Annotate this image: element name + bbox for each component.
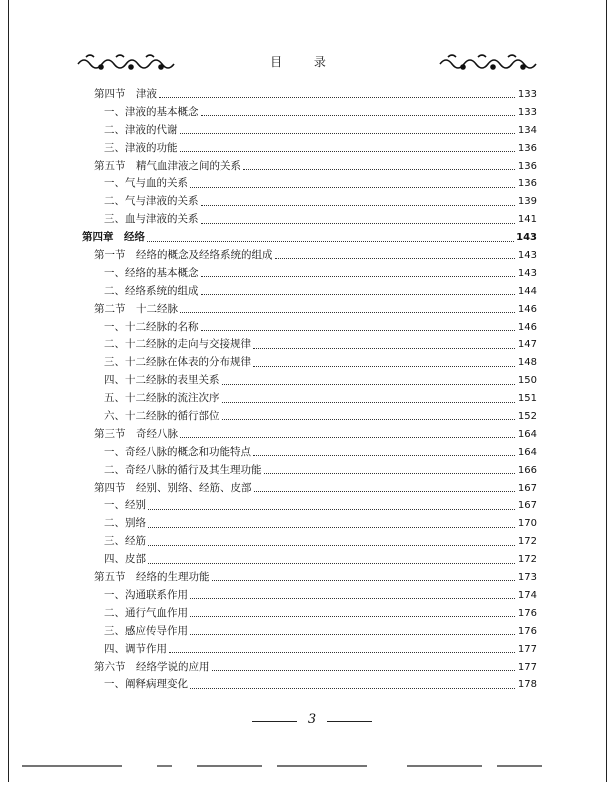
toc-leader-dots xyxy=(253,348,515,349)
toc-leader-dots xyxy=(180,133,516,134)
toc-entry-title: 第五节 经络的生理功能 xyxy=(94,571,210,584)
toc-entry-page: 147 xyxy=(517,339,537,351)
toc-leader-dots xyxy=(190,634,515,635)
toc-entry-title: 第一节 经络的概念及经络系统的组成 xyxy=(94,249,273,262)
toc-entry-title: 四、调节作用 xyxy=(104,642,167,655)
toc-subsection-entry[interactable] xyxy=(82,104,537,122)
toc-leader-dots xyxy=(201,276,516,277)
toc-leader-dots xyxy=(264,473,516,474)
toc-leader-dots xyxy=(212,580,516,581)
toc-subsection-entry[interactable] xyxy=(82,515,537,533)
toc-entry-title: 五、十二经脉的流注次序 xyxy=(104,392,220,405)
toc-leader-dots xyxy=(159,97,515,98)
toc-entry-title: 四、皮部 xyxy=(104,553,146,566)
toc-entry-title: 三、感应传导作用 xyxy=(104,624,188,637)
toc-subsection-entry[interactable] xyxy=(82,372,537,390)
toc-entry-title: 第五节 精气血津液之间的关系 xyxy=(94,159,241,172)
toc-entry-page: 177 xyxy=(517,661,537,673)
toc-subsection-entry[interactable] xyxy=(82,676,537,694)
toc-leader-dots xyxy=(148,563,515,564)
toc-subsection-entry[interactable] xyxy=(82,444,537,462)
toc-entry-page: 166 xyxy=(517,464,537,476)
toc-entry-page: 178 xyxy=(517,679,537,691)
page-number: 3 xyxy=(307,712,317,727)
toc-leader-dots xyxy=(180,437,515,438)
toc-leader-dots xyxy=(190,688,515,689)
toc-entry-page: 173 xyxy=(517,572,537,584)
toc-entry-page: 167 xyxy=(517,500,537,512)
toc-entry-title: 一、经络的基本概念 xyxy=(104,266,199,279)
toc-leader-dots xyxy=(148,509,515,510)
toc-entry-title: 一、沟通联系作用 xyxy=(104,588,188,601)
toc-entry-page: 139 xyxy=(517,196,537,208)
page-footer xyxy=(252,712,372,732)
toc-chapter-entry[interactable] xyxy=(82,229,537,247)
toc-subsection-entry[interactable] xyxy=(82,283,537,301)
toc-leader-dots xyxy=(201,205,516,206)
toc-entry-page: 164 xyxy=(517,428,537,440)
toc-subsection-entry[interactable] xyxy=(82,497,537,515)
toc-subsection-entry[interactable] xyxy=(82,336,537,354)
bottom-scan-rule xyxy=(22,762,542,772)
toc-subsection-entry[interactable] xyxy=(82,211,537,229)
toc-section-entry[interactable] xyxy=(82,158,537,176)
toc-leader-dots xyxy=(190,598,515,599)
toc-entry-page: 143 xyxy=(516,232,537,244)
toc-entry-title: 二、奇经八脉的循行及其生理功能 xyxy=(104,463,262,476)
toc-leader-dots xyxy=(201,294,516,295)
toc-leader-dots xyxy=(253,455,515,456)
toc-entry-page: 136 xyxy=(517,142,537,154)
toc-leader-dots xyxy=(253,366,515,367)
right-ornament-icon xyxy=(438,52,538,72)
toc-entry-page: 136 xyxy=(517,160,537,172)
toc-leader-dots xyxy=(148,545,515,546)
toc-leader-dots xyxy=(180,312,515,313)
toc-entry-page: 164 xyxy=(517,446,537,458)
toc-entry-title: 二、通行气血作用 xyxy=(104,606,188,619)
toc-entry-page: 133 xyxy=(517,106,537,118)
toc-subsection-entry[interactable] xyxy=(82,551,537,569)
toc-subsection-entry[interactable] xyxy=(82,265,537,283)
toc-entry-page: 146 xyxy=(517,303,537,315)
toc-subsection-entry[interactable] xyxy=(82,408,537,426)
toc-leader-dots xyxy=(222,419,516,420)
toc-leader-dots xyxy=(201,223,516,224)
toc-section-entry[interactable] xyxy=(82,480,537,498)
toc-leader-dots xyxy=(243,169,515,170)
toc-entry-title: 三、十二经脉在体表的分布规律 xyxy=(104,356,251,369)
toc-section-entry[interactable] xyxy=(82,247,537,265)
toc-subsection-entry[interactable] xyxy=(82,641,537,659)
toc-section-entry[interactable] xyxy=(82,569,537,587)
toc-entry-title: 二、十二经脉的走向与交接规律 xyxy=(104,338,251,351)
toc-subsection-entry[interactable] xyxy=(82,140,537,158)
toc-entry-page: 143 xyxy=(517,250,537,262)
toc-subsection-entry[interactable] xyxy=(82,175,537,193)
toc-entry-title: 一、十二经脉的名称 xyxy=(104,320,199,333)
toc-subsection-entry[interactable] xyxy=(82,354,537,372)
toc-entry-page: 176 xyxy=(517,625,537,637)
toc-entry-page: 172 xyxy=(517,536,537,548)
toc-entry-title: 第二节 十二经脉 xyxy=(94,302,178,315)
toc-entry-title: 二、别络 xyxy=(104,517,146,530)
toc-entry-page: 136 xyxy=(517,178,537,190)
toc-entry-title: 三、血与津液的关系 xyxy=(104,213,199,226)
toc-entry-title: 第三节 奇经八脉 xyxy=(94,427,178,440)
toc-subsection-entry[interactable] xyxy=(82,623,537,641)
toc-entry-title: 一、气与血的关系 xyxy=(104,177,188,190)
toc-leader-dots xyxy=(275,258,516,259)
footer-rule-right xyxy=(327,721,372,722)
toc-leader-dots xyxy=(147,241,514,242)
toc-subsection-entry[interactable] xyxy=(82,193,537,211)
toc-leader-dots xyxy=(201,330,516,331)
toc-section-entry[interactable] xyxy=(82,86,537,104)
toc-leader-dots xyxy=(254,491,516,492)
toc-entry-page: 144 xyxy=(517,285,537,297)
toc-entry-title: 二、气与津液的关系 xyxy=(104,195,199,208)
toc-entry-title: 第四章 经络 xyxy=(82,231,145,244)
toc-entry-title: 六、十二经脉的循行部位 xyxy=(104,410,220,423)
toc-entry-page: 170 xyxy=(517,518,537,530)
toc-subsection-entry[interactable] xyxy=(82,533,537,551)
toc-leader-dots xyxy=(190,616,515,617)
toc-subsection-entry[interactable] xyxy=(82,390,537,408)
toc-entry-page: 174 xyxy=(517,589,537,601)
toc-leader-dots xyxy=(190,187,515,188)
toc-entry-title: 第四节 津液 xyxy=(94,88,157,100)
toc-entry-title: 三、津液的功能 xyxy=(104,141,178,154)
toc-entry-page: 141 xyxy=(517,214,537,226)
toc-leader-dots xyxy=(201,115,516,116)
toc-entry-title: 第四节 经别、别络、经筋、皮部 xyxy=(94,481,252,494)
toc-subsection-entry[interactable] xyxy=(82,122,537,140)
toc-leader-dots xyxy=(148,527,515,528)
toc-subsection-entry[interactable] xyxy=(82,587,537,605)
toc-entry-page: 143 xyxy=(517,267,537,279)
toc-entry-title: 三、经筋 xyxy=(104,535,146,548)
toc-section-entry[interactable] xyxy=(82,301,537,319)
toc-entry-title: 一、阐释病理变化 xyxy=(104,678,188,691)
toc-entry-page: 146 xyxy=(517,321,537,333)
page-header xyxy=(70,50,540,76)
toc-leader-dots xyxy=(180,151,516,152)
toc-entry-title: 一、经别 xyxy=(104,499,146,512)
toc-leader-dots xyxy=(222,384,516,385)
toc-leader-dots xyxy=(222,402,516,403)
toc-entry-title: 一、奇经八脉的概念和功能特点 xyxy=(104,445,251,458)
toc-entry-page: 167 xyxy=(517,482,537,494)
toc-entry-title: 二、津液的代谢 xyxy=(104,123,178,136)
toc-subsection-entry[interactable] xyxy=(82,319,537,337)
toc-entry-title: 四、十二经脉的表里关系 xyxy=(104,374,220,387)
table-of-contents xyxy=(82,86,537,694)
toc-entry-page: 148 xyxy=(517,357,537,369)
page-title: 目 录 xyxy=(270,55,340,69)
toc-leader-dots xyxy=(212,670,516,671)
toc-subsection-entry[interactable] xyxy=(82,605,537,623)
toc-entry-page: 172 xyxy=(517,554,537,566)
toc-entry-page: 152 xyxy=(517,411,537,423)
toc-entry-page: 134 xyxy=(517,124,537,136)
toc-section-entry[interactable] xyxy=(82,426,537,444)
toc-entry-page: 150 xyxy=(517,375,537,387)
toc-entry-page: 176 xyxy=(517,607,537,619)
toc-entry-title: 二、经络系统的组成 xyxy=(104,284,199,297)
toc-section-entry[interactable] xyxy=(82,659,537,677)
toc-subsection-entry[interactable] xyxy=(82,462,537,480)
toc-leader-dots xyxy=(169,652,515,653)
toc-entry-title: 一、津液的基本概念 xyxy=(104,105,199,118)
toc-entry-page: 177 xyxy=(517,643,537,655)
toc-entry-page: 133 xyxy=(517,89,537,100)
toc-entry-title: 第六节 经络学说的应用 xyxy=(94,660,210,673)
toc-entry-page: 151 xyxy=(517,393,537,405)
